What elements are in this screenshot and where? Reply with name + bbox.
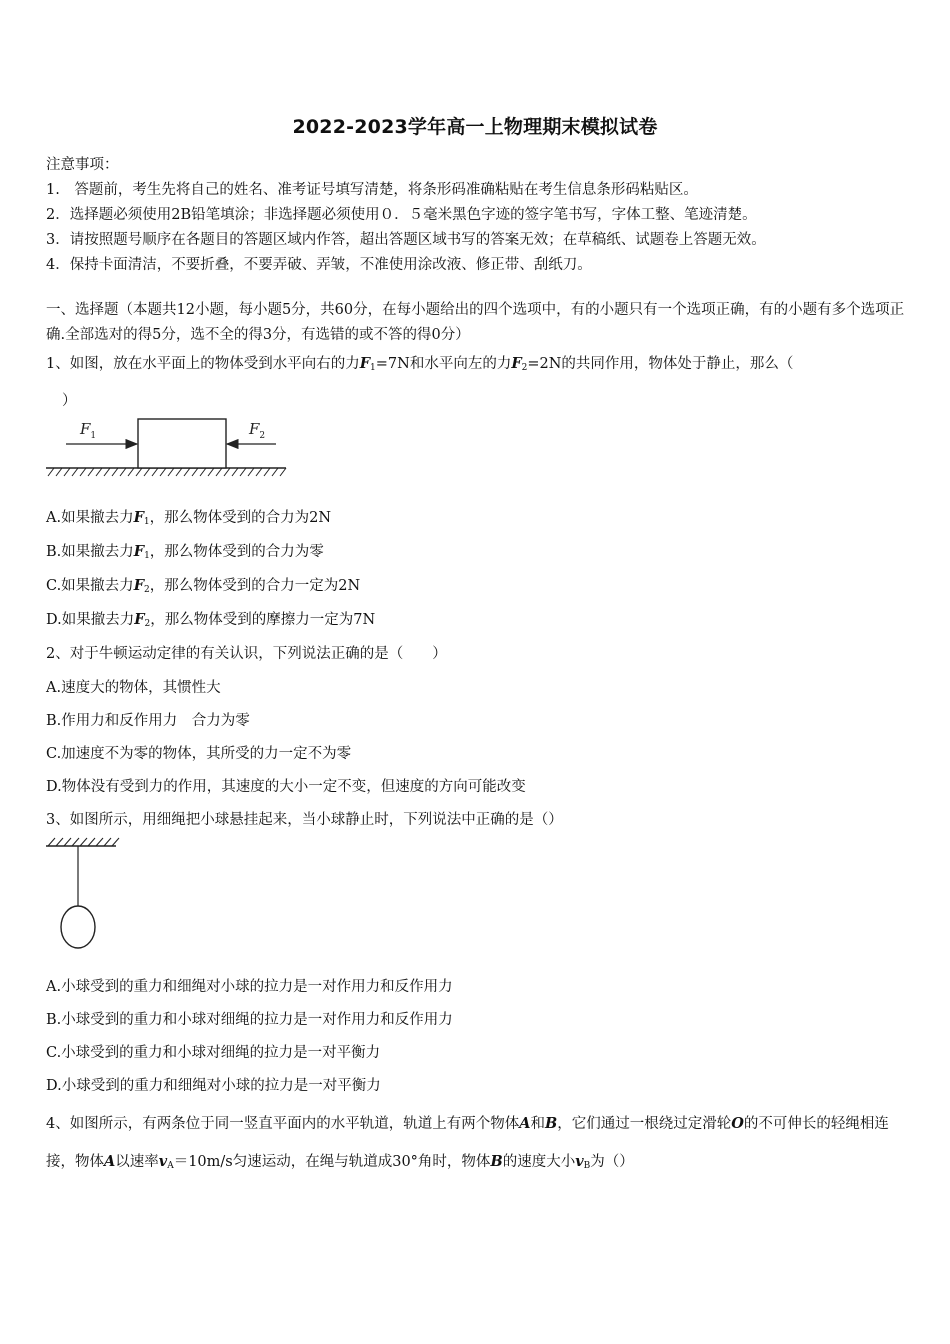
ground-hatching bbox=[48, 468, 286, 476]
notice-item-1: 1. 答题前，考生先将自己的姓名、准考证号填写清楚，将条形码准确粘贴在考生信息条形码粘贴区。 bbox=[46, 182, 698, 198]
f2-label: $F_2$ bbox=[249, 420, 266, 441]
q1-stem: 1、如图，放在水平面上的物体受到水平向右的力$F_1=7N$和水平向左的力$F_2=2N$的共同作用，物体处于静止，那么（ bbox=[46, 355, 794, 373]
q1-block-figure bbox=[46, 416, 291, 480]
q1-option-c: C.如果撤去力$F_2$，那么物体受到的合力一定为2N bbox=[46, 577, 361, 595]
q2-option-a: A.速度大的物体，其惯性大 bbox=[46, 680, 221, 696]
q3-option-c: C.小球受到的重力和小球对细绳的拉力是一对平衡力 bbox=[46, 1045, 381, 1061]
q2-option-d: D.物体没有受到力的作用，其速度的大小一定不变，但速度的方向可能改变 bbox=[46, 779, 526, 795]
ball bbox=[61, 906, 95, 948]
q2-stem: 2、对于牛顿运动定律的有关认识，下列说法正确的是（ ） bbox=[46, 646, 447, 662]
q3-option-d: D.小球受到的重力和细绳对小球的拉力是一对平衡力 bbox=[46, 1078, 381, 1094]
q3-option-b: B.小球受到的重力和小球对细绳的拉力是一对作用力和反作用力 bbox=[46, 1012, 453, 1028]
exam-title: 2022-2023学年高一上物理期末模拟试卷 bbox=[292, 116, 658, 138]
q1-option-b: B.如果撤去力$F_1$，那么物体受到的合力为零 bbox=[46, 543, 324, 561]
q3-stem: 3、如图所示，用细绳把小球悬挂起来，当小球静止时，下列说法中正确的是（） bbox=[46, 812, 563, 828]
f1-label: $F_1$ bbox=[80, 420, 97, 441]
q3-option-a: A.小球受到的重力和细绳对小球的拉力是一对作用力和反作用力 bbox=[46, 979, 453, 995]
q3-pendulum-figure bbox=[46, 836, 122, 952]
notice-heading: 注意事项： bbox=[46, 157, 119, 173]
q4-stem: 4、如图所示，有两条位于同一竖直平面内的水平轨道，轨道上有两个物体A和B，它们通过一根绕过定滑轮O的不可伸长的轻绳相连接，物体A以速率$v_A=10m/s$匀速运动，在绳与轨道成30°角时，物体B的速度大小$v_B$为（） bbox=[46, 1115, 889, 1171]
q2-option-c: C.加速度不为零的物体，其所受的力一定不为零 bbox=[46, 746, 352, 762]
notice-item-3: 3．请按照题号顺序在各题目的答题区域内作答，超出答题区域书写的答案无效；在草稿纸、试题卷上答题无效。 bbox=[46, 232, 766, 248]
block bbox=[138, 419, 226, 468]
q2-option-b: B.作用力和反作用力 合力为零 bbox=[46, 713, 250, 729]
q1-stem-close: ） bbox=[62, 393, 77, 409]
ceiling-hatching bbox=[48, 838, 119, 846]
section-1-intro: 一、选择题（本题共12小题，每小题5分，共60分，在每小题给出的四个选项中，有的小题只有一个选项正确，有的小题有多个选项正确.全部选对的得5分，选不全的得3分，有选错的或不答的得0分） bbox=[46, 302, 905, 343]
notice-item-4: 4．保持卡面清洁，不要折叠，不要弄破、弄皱，不准使用涂改液、修正带、刮纸刀。 bbox=[46, 257, 592, 273]
q1-option-d: D.如果撤去力$F_2$，那么物体受到的摩擦力一定为7N bbox=[46, 611, 376, 629]
q1-option-a: A.如果撤去力$F_1$，那么物体受到的合力为2N bbox=[46, 509, 332, 527]
notice-item-2: 2．选择题必须使用2B铅笔填涂；非选择题必须使用０．５毫米黑色字迹的签字笔书写，字体工整、笔迹清楚。 bbox=[46, 207, 757, 223]
